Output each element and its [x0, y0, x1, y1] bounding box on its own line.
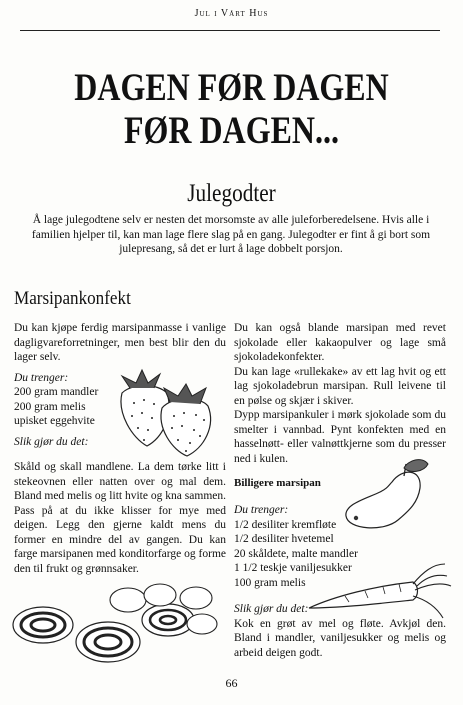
strawberry-icon [112, 358, 222, 458]
left-ingredient: upisket eggehvite [14, 415, 95, 427]
intro-paragraph: Å lage julegodtene selv er nesten det morsomste av alle juleforberedelsene. Hvis alle i familien hjelper til, kan man lage flere slag på en gang. Julegodter er fint å gi bort som julepresang, så det er lurt å lage dobbelt porsjon. [31, 214, 431, 255]
header-rule [20, 30, 440, 31]
left-ingredient: 200 gram mandler [14, 386, 99, 398]
pear-icon [340, 458, 435, 533]
right-ingredient: 20 skåldete, malte mandler [234, 547, 358, 560]
right-needs-label: Du trenger: [234, 504, 289, 516]
right-p1: Du kan også blande marsipan med revet sjokolade eller kakaopulver og lage små sjokoladekonfekter. [234, 322, 446, 363]
right-method: Kok en grøt av mel og fløte. Avkjøl den. Bland i mandler, vaniljesukker og melis og arbeid deigen godt. [234, 617, 446, 659]
left-intro: Du kan kjøpe ferdig marsipanmasse i vanlige dagligvareforretninger, men best blir den du lager selv. [14, 322, 226, 363]
right-p3: Dypp marsipankuler i mørk sjokolade som du smelter i vannbad. Pynt konfekten med en hasselnøtt- eller valnøttkjerne som du presser ned i kulen. [234, 409, 446, 465]
page-title: DAGEN FØR DAGEN FØR DAGEN... [74, 66, 389, 152]
left-ingredient: 200 gram melis [14, 400, 86, 413]
running-header: Jul i Vårt Hus [194, 8, 269, 19]
left-method: Skåld og skall mandlene. La dem tørke litt i stekeovnen eller natten over og mal dem. Bland med melis og litt hvite og kna sammen. Pass på at du ikke klisser for mye med deigen. Legg den gjerne kaldt mens du former en mindre del av gangen. Du kan farge marsipanen med konditorfarge og forme den til frukt og grønnsaker. [14, 461, 226, 575]
right-method-label: Slik gjør du det: [234, 603, 309, 615]
right-column [234, 321, 446, 466]
right-ingredient: 100 gram melis [234, 576, 306, 589]
right-ingredient: 1/2 desiliter hvetemel [234, 533, 334, 545]
right-ingredient: 1 1/2 teskje vaniljesukker [234, 562, 352, 574]
left-needs-label: Du trenger: [14, 371, 69, 384]
subtitle: Julegodter [187, 180, 276, 207]
right-p2: Du kan lage «rullekake» av ett lag hvit og ett lag sjokoladebrun marsipan. Rull leivene til en pølse og skjær i skiver. [234, 365, 446, 407]
carrot-icon [305, 560, 455, 622]
section-title: Marsipankonfekt [14, 288, 131, 309]
page-number: 66 [225, 676, 238, 690]
marzipan-roll-icon [8, 580, 228, 675]
right-ingredient: 1/2 desiliter kremfløte [234, 518, 337, 531]
right-subtitle: Billigere marsipan [234, 477, 321, 489]
left-method-label: Slik gjør du det: [14, 435, 89, 448]
